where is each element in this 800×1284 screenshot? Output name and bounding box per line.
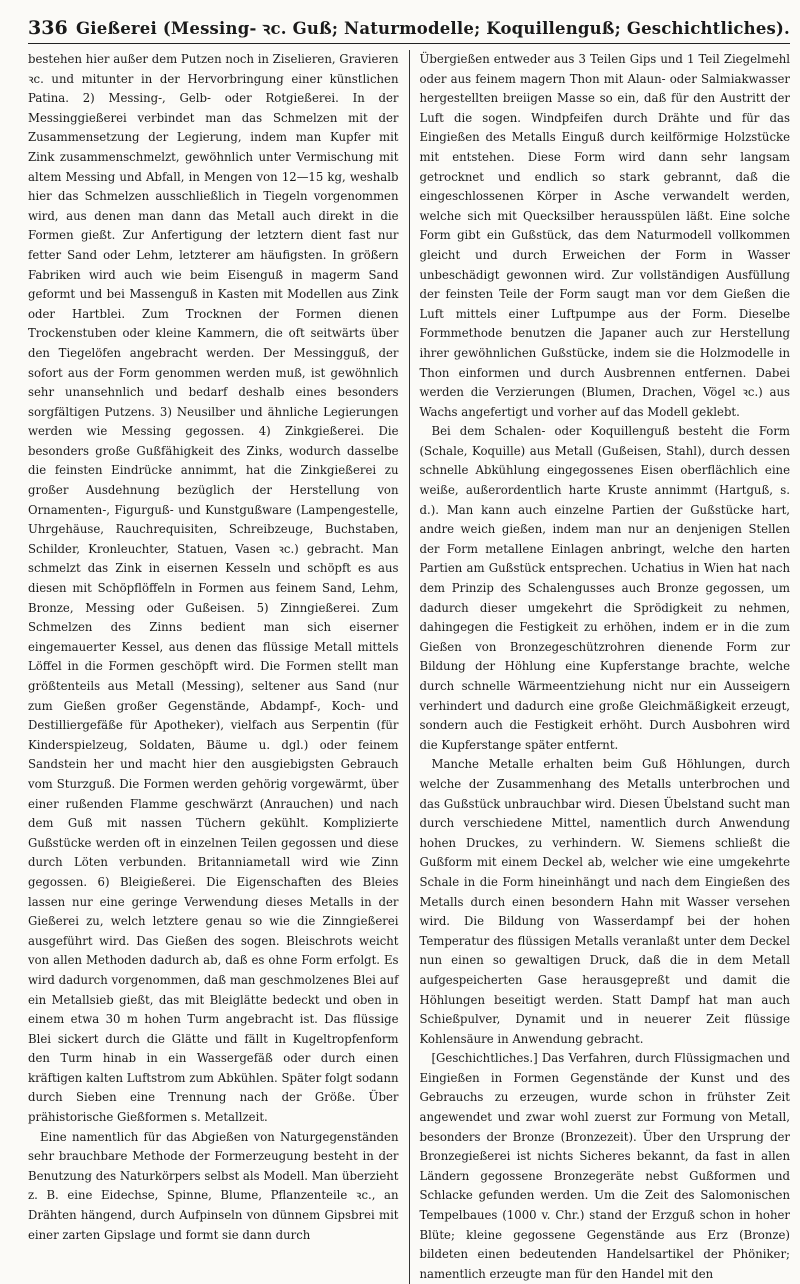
running-title: Gießerei (Messing- ꝛc. Guß; Naturmodelle; Koquillenguß; Geschichtliches). [76, 19, 790, 38]
paragraph-metal-casting-types: bestehen hier außer dem Putzen noch in Ziselieren, Gravieren ꝛc. und mitunter in der Hervorbringung einer künstlichen Patina. 2) Messing-, Gelb- oder Rotgießerei. In der Messinggießerei verbindet man das Schmelzen mit der Zusammensetzung der Legierung, indem man Kupfer mit Zink zusammenschmelzt, gewöhnlich unter Vermischung mit altem Messing und Abfall, in Mengen von 12—15 kg, weshalb hier das Schmelzen ausschließlich in Tiegeln vorgenommen wird, aus denen man dann das Metall auch direkt in die Formen gießt. Zur Anfertigung der letztern dient fast nur fetter Sand oder Lehm, letzterer am häufigsten. In größern Fabriken wird auch wie beim Eisenguß in magerm Sand geformt und bei Massenguß in Kasten mit Modellen aus Zink oder Hartblei. Zum Trocknen der Formen dienen Trockenstuben oder kleine Kammern, die oft seitwärts über den Tiegelöfen angebracht werden. Der Messingguß, der sofort aus der Form genommen werden muß, ist gewöhnlich sehr unansehnlich und bedarf deshalb eines besonders sorgfältigen Putzens. 3) Neusilber und ähnliche Legierungen werden wie Messing gegossen. 4) Zinkgießerei. Die besonders große Gußfähigkeit des Zinks, wodurch dasselbe die feinsten Eindrücke annimmt, hat die Zinkgießerei zu großer Ausdehnung bezüglich der Herstellung von Ornamenten-, Figurguß- und Kunstgußware (Lampengestelle, Uhrgehäuse, Rauchrequisiten, Schreibzeuge, Buchstaben, Schilder, Kronleuchter, Statuen, Vasen ꝛc.) gebracht. Man schmelzt das Zink in eisernen Kesseln und schöpft es aus diesen mit Schöpflöffeln in Formen aus feinem Sand, Lehm, Bronze, Messing oder Gußeisen. 5) Zinngießerei. Zum Schmelzen des Zinns bedient man sich eiserner eingemauerter Kessel, aus denen das flüssige Metall mittels Löffel in die Formen geschöpft wird. Die Formen stellt man größtenteils aus Metall (Messing), seltener aus Sand (nur zum Gießen großer Gegenstände, Abdampf-, Koch- und Destilliergefäße für Apotheker), vielfach aus Serpentin (für Kinderspielzeug, Soldaten, Bäume u. dgl.) oder feinem Sandstein her und macht hier den ausgiebigsten Gebrauch vom Sturzguß. Die Formen werden gehörig vorgewärmt, über einer rußenden Flamme geschwärzt (Anrauchen) und nach dem Guß mit nassen Tüchern gekühlt. Komplizierte Gußstücke werden oft in einzelnen Teilen gegossen und diese durch Löten verbunden. Britanniametall wird wie Zinn gegossen. 6) Bleigießerei. Die Eigenschaften des Bleies lassen nur eine geringe Verwendung dieses Metalls in der Gießerei zu, welch letztere genau so wie die Zinngießerei ausgeführt wird. Das Gießen des sogen. Bleischrots weicht von allen Methoden dadurch ab, daß es ohne Form erfolgt. Es wird dadurch vorgenommen, daß man geschmolzenes Blei auf ein Metallsieb gießt, das mit Bleiglätte bedeckt und oben in einem etwa 30 m hohen Turm angebracht ist. Das flüssige Blei sickert durch die Glätte und fällt in Kugeltropfenform den Turm hinab in ein Wassergefäß oder durch einen kräftigen kalten Luftstrom zum Abkühlen. Später folgt sodann durch Sieben eine Trennung nach der Größe. Über prähistorische Gießformen s. Metallzeit. [28, 52, 399, 1125]
page-header [28, 0, 790, 44]
paragraph-history: [Geschichtliches.] Das Verfahren, durch Flüssigmachen und Eingießen in Formen Gegenstände der Kunst und des Gebrauchs zu erzeugen, wurde schon in frühster Zeit angewendet und zwar wohl zuerst zur Formung von Metall, besonders der Bronze (Bronzezeit). Über den Ursprung der Bronzegießerei ist nichts Sicheres bekannt, da fast in allen Ländern gegossene Bronzegeräte nebst Gußformen und Schlacke gefunden werden. Um die Zeit des Salomonischen Tempelbaues (1000 v. Chr.) stand der Erzguß schon in hoher Blüte; kleine gegossene Gegenstände aus Erz (Bronze) bildeten einen bedeutenden Handelsartikel der Phöniker; namentlich erzeugte man für den Handel mit den [419, 1051, 790, 1281]
left-column [28, 50, 409, 1284]
text-columns [28, 50, 790, 1284]
paragraph-cavities: Manche Metalle erhalten beim Guß Höhlungen, durch welche der Zusammenhang des Metalls unterbrochen und das Gußstück unbrauchbar wird. Diesen Übelstand sucht man durch verschiedene Mittel, namentlich durch Anwendung hohen Druckes, zu verhindern. W. Siemens schließt die Gußform mit einem Deckel ab, welcher wie eine umgekehrte Schale in die Form hineinhängt und nach dem Eingießen des Metalls durch einen besondern Hahn mit Wasser versehen wird. Die Bildung von Wasserdampf bei der hohen Temperatur des flüssigen Metalls veranlaßt unter dem Deckel nun einen so gewaltigen Druck, daß die in dem Metall aufgespeicherten Gase herausgepreßt und damit die Höhlungen beseitigt werden. Statt Dampf hat man auch Schießpulver, Dynamit und in neuerer Zeit flüssige Kohlensäure in Anwendung gebracht. [419, 757, 790, 1046]
paragraph-natural-models: Eine namentlich für das Abgießen von Naturgegenständen sehr brauchbare Methode der Formerzeugung besteht in der Benutzung des Naturkörpers selbst als Modell. Man überzieht z. B. eine Eidechse, Spinne, Blume, Pflanzenteile ꝛc., an Drähten hängend, durch Aufpinseln von dünnem Gipsbrei mit einer zarten Gipslage und formt sie dann durch [28, 1129, 399, 1242]
paragraph-chill-casting: Bei dem Schalen- oder Koquillenguß besteht die Form (Schale, Koquille) aus Metall (Gußeisen, Stahl), durch dessen schnelle Abkühlung eingegossenes Eisen oberflächlich eine weiße, außerordentlich harte Kruste annimmt (Hartguß, s. d.). Man kann auch einzelne Partien der Gußstücke hart, andre weich gießen, indem man nur an denjenigen Stellen der Form metallene Einlagen anbringt, welche den harten Partien am Gußstück entsprechen. Uchatius in Wien hat nach dem Prinzip des Schalengusses auch Bronze gegossen, um dadurch dieser umgekehrt die Sprödigkeit zu nehmen, dahingegen die Festigkeit zu erhöhen, indem er in die zum Gießen von Bronzegeschützrohren dienende Form zur Bildung der Höhlung eine Kupferstange brachte, welche durch schnelle Wärmeentziehung nicht nur ein Ausseigern verhindert und dadurch eine große Gleichmäßigkeit erzeugt, sondern auch die Festigkeit erhöht. Durch Ausbohren wird die Kupferstange später entfernt. [419, 424, 790, 752]
right-column [409, 50, 791, 1284]
paragraph-natural-models-cont: Übergießen entweder aus 3 Teilen Gips und 1 Teil Ziegelmehl oder aus feinem magern Thon mit Alaun- oder Salmiakwasser hergestellten breiigen Masse so ein, daß für den Austritt der Luft die sogen. Windpfeifen durch Drähte und für das Eingießen des Metalls Einguß durch keilförmige Holzstücke mit entstehen. Diese Form wird dann sehr langsam getrocknet und endlich so stark gebrannt, daß die eingeschlossenen Körper in Asche verwandelt werden, welche sich mit Quecksilber herausspülen läßt. Eine solche Form gibt ein Gußstück, das dem Naturmodell vollkommen gleicht und durch Erweichen der Form in Wasser unbeschädigt gewonnen wird. Zur vollständigen Ausfüllung der feinsten Teile der Form saugt man vor dem Gießen die Luft mittels einer Luftpumpe aus der Form. Dieselbe Formmethode benutzen die Japaner auch zur Herstellung ihrer gewöhnlichen Gußstücke, indem sie die Holzmodelle in Thon einformen und durch Ausbrennen entfernen. Dabei werden die Verzierungen (Blumen, Drachen, Vögel ꝛc.) aus Wachs angefertigt und vorher auf das Modell geklebt. [419, 52, 790, 419]
page-number: 336 [28, 17, 68, 39]
